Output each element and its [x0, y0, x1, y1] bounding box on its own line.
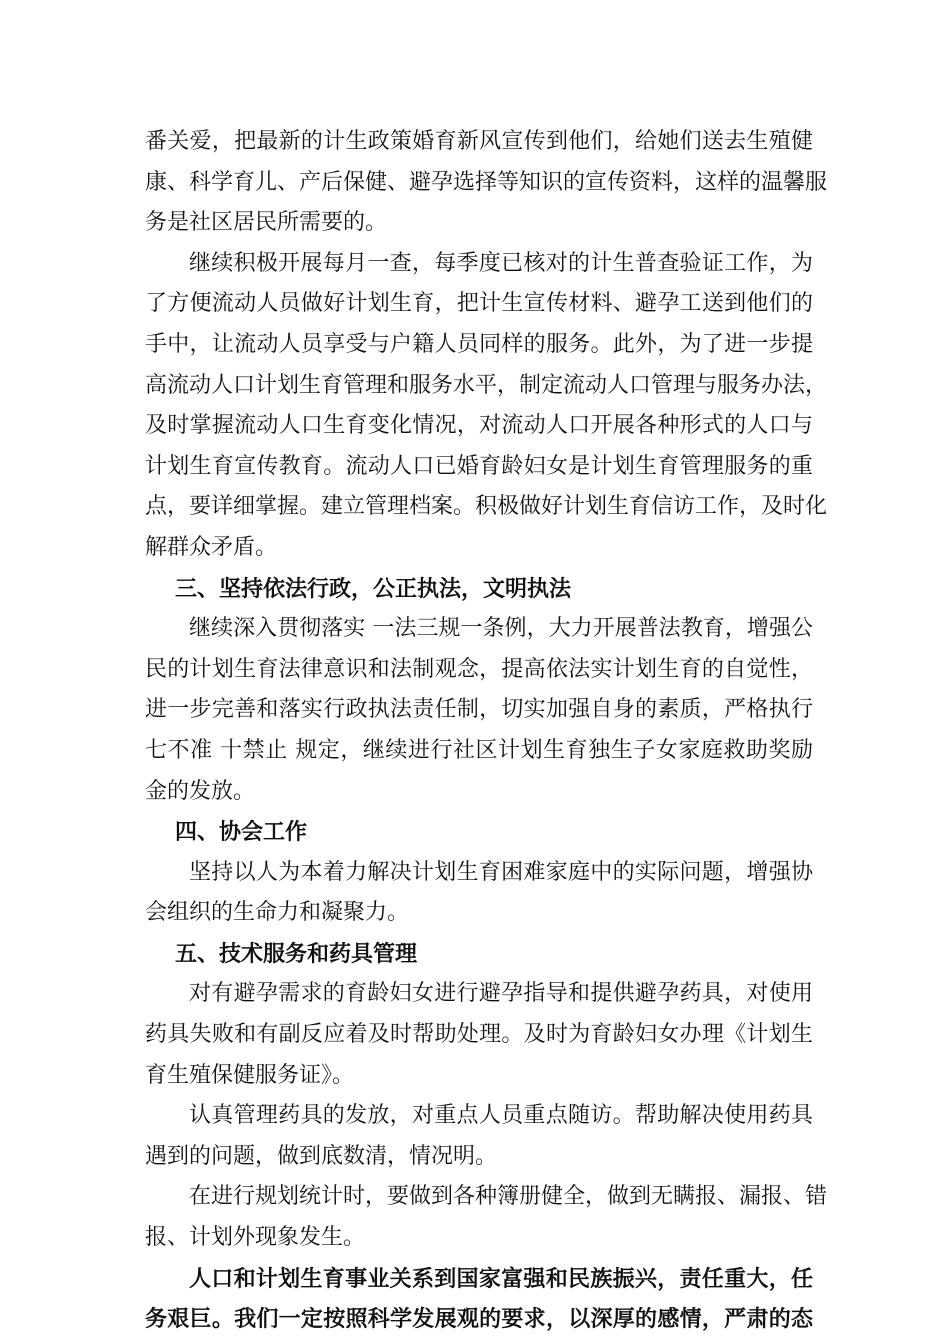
paragraph-line: 金的发放。 [145, 778, 256, 804]
paragraph-line: 高流动人口计划生育管理和服务水平，制定流动人口管理与服务办法， [145, 372, 828, 398]
paragraph-line: 会组织的生命力和凝聚力。 [145, 900, 410, 926]
paragraph-line: 番关爱，把最新的计生政策婚育新风宣传到他们，给她们送去生殖健 [145, 129, 813, 154]
paragraph-line: 认真管理药具的发放，对重点人员重点随访。帮助解决使用药具 [189, 1103, 813, 1129]
paragraph-line: 报、计划外现象发生。 [145, 1225, 366, 1251]
paragraph-line: 育生殖保健服务证》。 [145, 1062, 355, 1088]
paragraph-line: 进一步完善和落实行政执法责任制，切实加强自身的素质，严格执行 [145, 697, 813, 723]
section-heading: 四、协会工作 [175, 819, 308, 846]
document-body [145, 122, 828, 1340]
paragraph-line: 点，要详细掌握。建立管理档案。积极做好计划生育信访工作，及时化 [145, 494, 828, 520]
paragraph-line: 及时掌握流动人口生育变化情况，对流动人口开展各种形式的人口与 [145, 413, 813, 439]
paragraph-line: 务是社区居民所需要的。 [145, 210, 388, 236]
paragraph-line: 人口和计划生育事业关系到国家富强和民族振兴，责任重大，任 [189, 1265, 813, 1292]
paragraph-line: 在进行规划统计时，要做到各种簿册健全，做到无瞒报、漏报、错 [189, 1184, 828, 1210]
paragraph-line: 对有避孕需求的育龄妇女进行避孕指导和提供避孕药具，对使用 [189, 981, 813, 1007]
paragraph-line: 继续积极开展每月一查，每季度已核对的计生普查验证工作，为 [189, 250, 813, 276]
paragraph-line: 了方便流动人员做好计划生育，把计生宣传材料、避孕工送到他们的 [145, 291, 813, 317]
paragraph-line: 解群众矛盾。 [145, 534, 278, 560]
section-heading: 五、技术服务和药具管理 [175, 940, 418, 967]
paragraph-line: 康、科学育儿、产后保健、避孕选择等知识的宣传资料，这样的温馨服 [145, 169, 828, 195]
section-heading: 三、坚持依法行政，公正执法，文明执法 [175, 575, 572, 602]
paragraph-line: 继续深入贯彻落实 一法三规一条例，大力开展普法教育，增强公 [189, 616, 813, 642]
paragraph-line: 务艰巨。我们一定按照科学发展观的要求，以深厚的感情，严肃的态 [145, 1306, 813, 1333]
paragraph-line: 坚持以人为本着力解决计划生育困难家庭中的实际问题，增强协 [189, 859, 813, 885]
paragraph-line: 民的计划生育法律意识和法制观念，提高依法实计划生育的自觉性， [145, 656, 813, 682]
paragraph-line: 遇到的问题，做到底数清，情况明。 [145, 1143, 498, 1169]
paragraph-line: 药具失败和有副反应着及时帮助处理。及时为育龄妇女办理《计划生 [145, 1022, 813, 1048]
paragraph-line: 计划生育宣传教育。流动人口已婚育龄妇女是计划生育管理服务的重 [145, 453, 813, 479]
paragraph-line: 七不准 十禁止 规定，继续进行社区计划生育独生子女家庭救助奖励 [145, 737, 813, 763]
paragraph-line: 手中，让流动人员享受与户籍人员同样的服务。此外，为了进一步提 [145, 331, 813, 357]
